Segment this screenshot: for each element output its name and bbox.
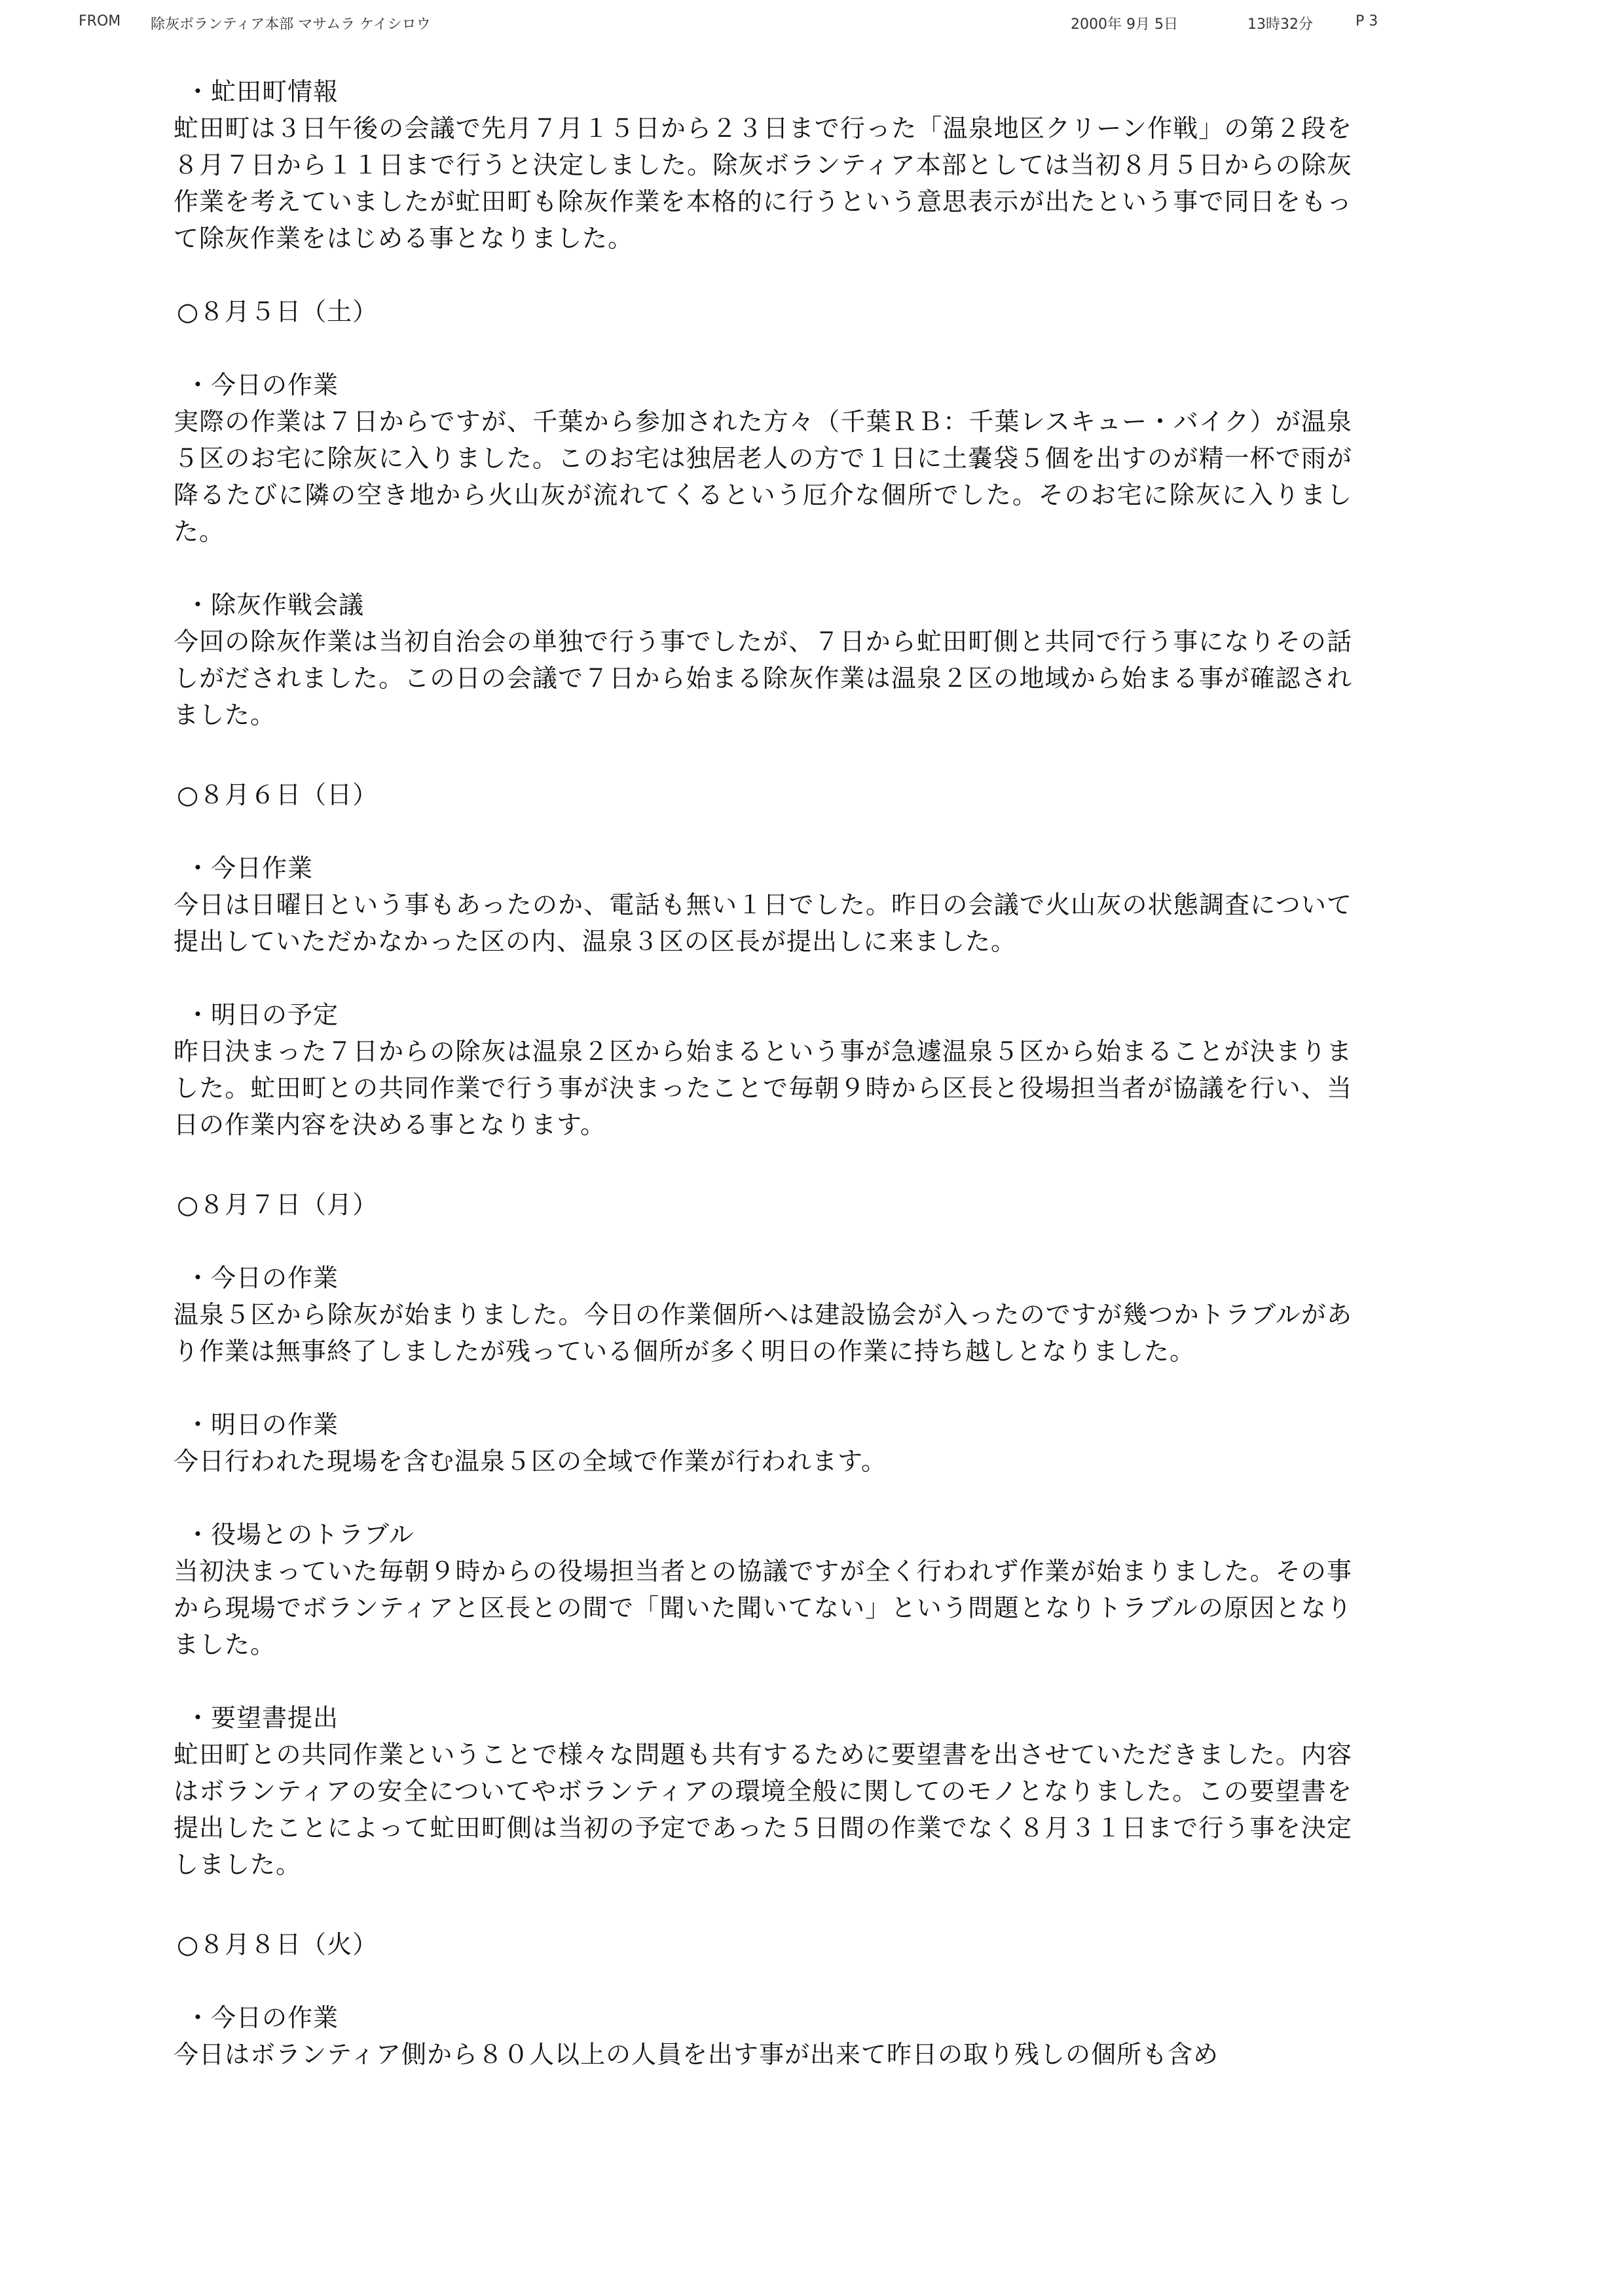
topic-block bbox=[174, 996, 1352, 1143]
topic-block bbox=[174, 1700, 1352, 1883]
topic-block bbox=[174, 850, 1352, 960]
topic-heading: ・明日の予定 bbox=[185, 1000, 339, 1029]
topic-paragraph: 温泉５区から除灰が始まりました。今日の作業個所へは建設協会が入ったのですが幾つかトラブルがあり作業は無事終了しましたが残っている個所が多く明日の作業に持ち越しとなりました。 bbox=[174, 1300, 1352, 1366]
section-date: ○８月８日（火） bbox=[177, 1930, 378, 1959]
topic-paragraph: 今日行われた現場を含む温泉５区の全域で作業が行われます。 bbox=[174, 1447, 887, 1476]
day-section-0805 bbox=[174, 293, 1352, 733]
topic-paragraph: 今日は日曜日という事もあったのか、電話も無い１日でした。昨日の会議で火山灰の状態調査について提出していただかなかった区の内、温泉３区の区長が提出しに来ました。 bbox=[174, 890, 1352, 956]
day-section-0807 bbox=[174, 1186, 1352, 1883]
document-body bbox=[174, 73, 1352, 2109]
topic-heading: ・今日の作業 bbox=[185, 1264, 339, 1292]
topic-heading: ・明日の作業 bbox=[185, 1410, 339, 1439]
day-section-0808 bbox=[174, 1926, 1352, 2073]
intro-paragraph: 虻田町は３日午後の会議で先月７月１５日から２３日まで行った「温泉地区クリーン作戦」の第２段を８月７日から１１日まで行うと決定しました。除灰ボランティア本部としては当初８月５日からの除灰作業を考えていましたが虻田町も除灰作業を本格的に行うという意思表示が出たという事で同日をもって除灰作業をはじめる事となりました。 bbox=[174, 114, 1352, 253]
fax-date: 2000年 9月 5日 bbox=[1071, 16, 1178, 33]
topic-heading: ・役場とのトラブル bbox=[185, 1520, 415, 1549]
fax-time: 13時32分 bbox=[1247, 16, 1313, 33]
intro-heading: ・虻田町情報 bbox=[185, 77, 339, 106]
topic-paragraph: 今日はボランティア側から８０人以上の人員を出す事が出来て昨日の取り残しの個所も含め bbox=[174, 2040, 1219, 2069]
topic-heading: ・除灰作戦会議 bbox=[185, 591, 365, 619]
topic-block bbox=[174, 367, 1352, 550]
fax-from-label: FROM bbox=[79, 13, 121, 29]
topic-block bbox=[174, 1516, 1352, 1663]
topic-paragraph: 昨日決まった７日からの除灰は温泉２区から始まるという事が急遽温泉５区から始まることが決まりました。虻田町との共同作業で行う事が決まったことで毎朝９時から区長と役場担当者が協議を行い、当日の作業内容を決める事となります。 bbox=[174, 1037, 1352, 1139]
fax-sender: 除灰ボランティア本部 マサムラ ケイシロウ bbox=[151, 16, 431, 33]
section-date: ○８月６日（日） bbox=[177, 780, 378, 809]
topic-block bbox=[174, 1406, 1352, 1480]
section-date: ○８月７日（月） bbox=[177, 1190, 378, 1219]
topic-paragraph: 虻田町との共同作業ということで様々な問題も共有するために要望書を出させていただきました。内容はボランティアの安全についてやボランティアの環境全般に関してのモノとなりました。この要望書を提出したことによって虻田町側は当初の予定であった５日間の作業でなく８月３１日まで行う事を決定しました。 bbox=[174, 1740, 1352, 1879]
topic-heading: ・要望書提出 bbox=[185, 1704, 339, 1732]
fax-page-number: P 3 bbox=[1356, 13, 1378, 29]
topic-block bbox=[174, 1260, 1352, 1370]
topic-paragraph: 当初決まっていた毎朝９時からの役場担当者との協議ですが全く行われず作業が始まりました。その事から現場でボランティアと区長との間で「聞いた聞いてない」という問題となりトラブルの原因となりました。 bbox=[174, 1557, 1352, 1659]
topic-heading: ・今日の作業 bbox=[185, 371, 339, 399]
section-date: ○８月５日（土） bbox=[177, 297, 378, 326]
topic-paragraph: 今回の除灰作業は当初自治会の単独で行う事でしたが、７日から虻田町側と共同で行う事になりその話しがだされました。この日の会議で７日から始まる除灰作業は温泉２区の地域から始まる事が確認されました。 bbox=[174, 627, 1352, 729]
day-section-0806 bbox=[174, 776, 1352, 1143]
topic-heading: ・今日の作業 bbox=[185, 2003, 339, 2032]
topic-block bbox=[174, 587, 1352, 733]
topic-block bbox=[174, 1999, 1352, 2073]
topic-paragraph: 実際の作業は７日からですが、千葉から参加された方々（千葉ＲＢ：千葉レスキュー・バイク）が温泉５区のお宅に除灰に入りました。このお宅は独居老人の方で１日に土嚢袋５個を出すのが精一杯で雨が降るたびに隣の空き地から火山灰が流れてくるという厄介な個所でした。そのお宅に除灰に入りました。 bbox=[174, 407, 1352, 546]
intro-block bbox=[174, 73, 1352, 257]
fax-header bbox=[79, 13, 1414, 37]
topic-heading: ・今日作業 bbox=[185, 854, 314, 883]
